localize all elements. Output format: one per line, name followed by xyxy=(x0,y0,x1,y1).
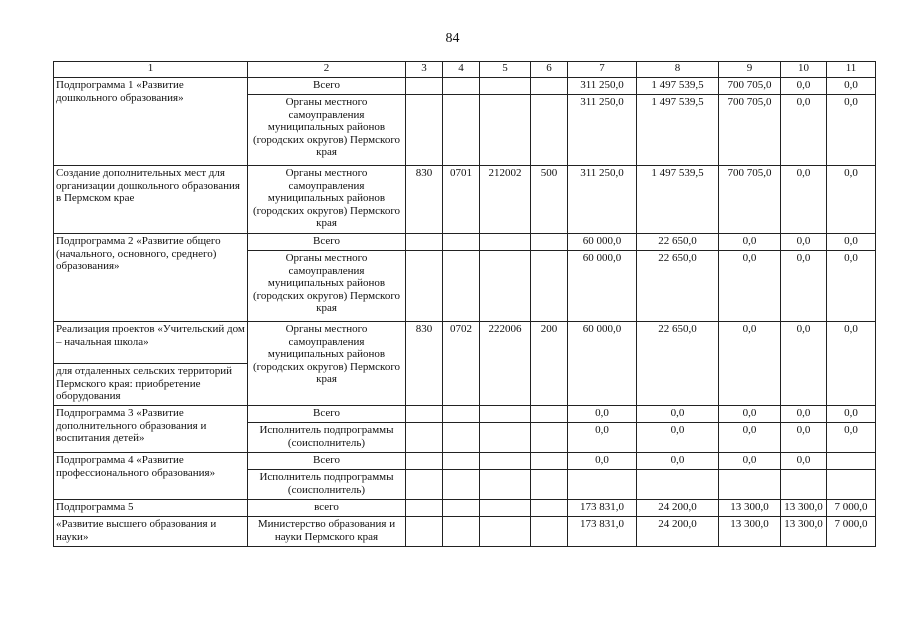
code-cell xyxy=(480,453,531,470)
table-row xyxy=(54,322,876,364)
executor-cell: Органы местного самоуправления муниципальных районов (городских округов) Пермского края xyxy=(248,95,406,166)
code-cell xyxy=(406,406,443,423)
code-cell: 830 xyxy=(406,322,443,406)
amount-cell: 0,0 xyxy=(827,423,876,453)
column-header: 6 xyxy=(531,62,568,78)
amount-cell: 1 497 539,5 xyxy=(637,95,719,166)
executor-cell: Исполнитель подпрограммы (соисполнитель) xyxy=(248,423,406,453)
code-cell xyxy=(480,423,531,453)
amount-cell: 0,0 xyxy=(781,423,827,453)
amount-cell: 0,0 xyxy=(719,234,781,251)
amount-cell: 700 705,0 xyxy=(719,95,781,166)
table-row xyxy=(54,234,876,251)
column-header: 2 xyxy=(248,62,406,78)
code-cell xyxy=(531,78,568,95)
amount-cell: 311 250,0 xyxy=(568,78,637,95)
code-cell xyxy=(531,251,568,322)
executor-cell: Всего xyxy=(248,78,406,95)
amount-cell: 0,0 xyxy=(568,453,637,470)
amount-cell: 13 300,0 xyxy=(719,517,781,547)
table-row xyxy=(54,166,876,234)
code-cell xyxy=(531,95,568,166)
amount-cell: 0,0 xyxy=(719,251,781,322)
program-name-cell: Подпрограмма 1 «Развитие дошкольного образования» xyxy=(54,78,248,166)
amount-cell: 0,0 xyxy=(568,423,637,453)
column-number-row xyxy=(54,62,876,78)
code-cell xyxy=(443,406,480,423)
column-header: 8 xyxy=(637,62,719,78)
code-cell xyxy=(406,251,443,322)
code-cell xyxy=(406,78,443,95)
amount-cell: 13 300,0 xyxy=(781,500,827,517)
amount-cell: 0,0 xyxy=(637,423,719,453)
code-cell xyxy=(406,470,443,500)
amount-cell: 0,0 xyxy=(637,406,719,423)
amount-cell: 0,0 xyxy=(781,234,827,251)
code-cell xyxy=(406,517,443,547)
amount-cell: 0,0 xyxy=(781,95,827,166)
column-header: 7 xyxy=(568,62,637,78)
amount-cell: 1 497 539,5 xyxy=(637,78,719,95)
amount-cell: 0,0 xyxy=(781,166,827,234)
code-cell: 212002 xyxy=(480,166,531,234)
amount-cell xyxy=(827,453,876,470)
amount-cell: 0,0 xyxy=(781,78,827,95)
amount-cell: 7 000,0 xyxy=(827,517,876,547)
amount-cell: 0,0 xyxy=(827,166,876,234)
code-cell xyxy=(443,453,480,470)
amount-cell: 13 300,0 xyxy=(781,517,827,547)
program-name-cell: Реализация проектов «Учительский дом – начальная школа» xyxy=(54,322,248,364)
code-cell xyxy=(406,95,443,166)
code-cell xyxy=(406,423,443,453)
executor-cell: Исполнитель подпрограммы (соисполнитель) xyxy=(248,470,406,500)
code-cell: 222006 xyxy=(480,322,531,406)
executor-cell: Всего xyxy=(248,406,406,423)
code-cell xyxy=(443,78,480,95)
amount-cell: 1 497 539,5 xyxy=(637,166,719,234)
amount-cell: 0,0 xyxy=(827,78,876,95)
amount-cell: 0,0 xyxy=(781,322,827,406)
amount-cell xyxy=(827,470,876,500)
code-cell: 0701 xyxy=(443,166,480,234)
amount-cell: 0,0 xyxy=(719,322,781,406)
code-cell xyxy=(480,517,531,547)
code-cell xyxy=(406,453,443,470)
program-name-cell: Подпрограмма 5 xyxy=(54,500,248,517)
code-cell xyxy=(443,95,480,166)
table-row xyxy=(54,78,876,95)
amount-cell: 0,0 xyxy=(637,453,719,470)
program-name-cell: Подпрограмма 4 «Развитие профессионального образования» xyxy=(54,453,248,500)
program-name-cell: для отдаленных сельских территорий Пермского края: приобретение оборудования xyxy=(54,364,248,406)
code-cell xyxy=(531,500,568,517)
executor-cell: Всего xyxy=(248,453,406,470)
page-number: 84 xyxy=(445,31,460,46)
code-cell xyxy=(531,234,568,251)
amount-cell: 22 650,0 xyxy=(637,251,719,322)
column-header: 4 xyxy=(443,62,480,78)
column-header: 9 xyxy=(719,62,781,78)
column-header: 3 xyxy=(406,62,443,78)
amount-cell: 700 705,0 xyxy=(719,166,781,234)
amount-cell: 0,0 xyxy=(827,322,876,406)
executor-cell: Органы местного самоуправления муниципальных районов (городских округов) Пермского края xyxy=(248,166,406,234)
column-header: 1 xyxy=(54,62,248,78)
code-cell xyxy=(443,517,480,547)
column-header: 10 xyxy=(781,62,827,78)
code-cell xyxy=(406,500,443,517)
code-cell xyxy=(443,500,480,517)
amount-cell: 0,0 xyxy=(568,406,637,423)
program-name-cell: Подпрограмма 2 «Развитие общего (начального, основного, среднего) образования» xyxy=(54,234,248,322)
amount-cell: 22 650,0 xyxy=(637,322,719,406)
program-name-cell: Создание дополнительных мест для организации дошкольного образования в Пермском крае xyxy=(54,166,248,234)
amount-cell: 60 000,0 xyxy=(568,234,637,251)
code-cell xyxy=(531,470,568,500)
amount-cell: 311 250,0 xyxy=(568,95,637,166)
code-cell xyxy=(443,251,480,322)
code-cell: 200 xyxy=(531,322,568,406)
amount-cell: 60 000,0 xyxy=(568,251,637,322)
amount-cell: 0,0 xyxy=(827,406,876,423)
executor-cell: всего xyxy=(248,500,406,517)
amount-cell: 0,0 xyxy=(719,453,781,470)
amount-cell: 24 200,0 xyxy=(637,500,719,517)
code-cell xyxy=(480,95,531,166)
program-name-cell: «Развитие высшего образования и науки» xyxy=(54,517,248,547)
code-cell xyxy=(480,78,531,95)
column-header: 5 xyxy=(480,62,531,78)
amount-cell: 700 705,0 xyxy=(719,78,781,95)
amount-cell: 7 000,0 xyxy=(827,500,876,517)
amount-cell: 311 250,0 xyxy=(568,166,637,234)
amount-cell: 60 000,0 xyxy=(568,322,637,406)
code-cell xyxy=(480,406,531,423)
code-cell: 830 xyxy=(406,166,443,234)
code-cell xyxy=(443,470,480,500)
code-cell xyxy=(531,423,568,453)
amount-cell: 13 300,0 xyxy=(719,500,781,517)
code-cell xyxy=(480,470,531,500)
amount-cell: 0,0 xyxy=(827,234,876,251)
code-cell xyxy=(480,500,531,517)
amount-cell xyxy=(781,470,827,500)
table-row xyxy=(54,406,876,423)
amount-cell: 0,0 xyxy=(719,423,781,453)
executor-cell: Всего xyxy=(248,234,406,251)
amount-cell: 173 831,0 xyxy=(568,517,637,547)
code-cell xyxy=(443,234,480,251)
budget-table xyxy=(53,61,876,547)
code-cell: 0702 xyxy=(443,322,480,406)
amount-cell: 0,0 xyxy=(719,406,781,423)
executor-cell: Органы местного самоуправления муниципальных районов (городских округов) Пермского края xyxy=(248,322,406,406)
amount-cell xyxy=(637,470,719,500)
table-row xyxy=(54,517,876,547)
amount-cell: 0,0 xyxy=(827,95,876,166)
code-cell xyxy=(480,251,531,322)
amount-cell: 0,0 xyxy=(827,251,876,322)
amount-cell: 0,0 xyxy=(781,251,827,322)
code-cell xyxy=(531,517,568,547)
code-cell xyxy=(443,423,480,453)
code-cell xyxy=(531,453,568,470)
table-row xyxy=(54,500,876,517)
amount-cell: 0,0 xyxy=(781,453,827,470)
amount-cell xyxy=(719,470,781,500)
amount-cell: 24 200,0 xyxy=(637,517,719,547)
program-name-cell: Подпрограмма 3 «Развитие дополнительного образования и воспитания детей» xyxy=(54,406,248,453)
amount-cell: 173 831,0 xyxy=(568,500,637,517)
code-cell xyxy=(406,234,443,251)
amount-cell: 0,0 xyxy=(781,406,827,423)
code-cell xyxy=(480,234,531,251)
table-row xyxy=(54,453,876,470)
amount-cell xyxy=(568,470,637,500)
amount-cell: 22 650,0 xyxy=(637,234,719,251)
executor-cell: Органы местного самоуправления муниципальных районов (городских округов) Пермского края xyxy=(248,251,406,322)
code-cell xyxy=(531,406,568,423)
executor-cell: Министерство образования и науки Пермского края xyxy=(248,517,406,547)
column-header: 11 xyxy=(827,62,876,78)
code-cell: 500 xyxy=(531,166,568,234)
